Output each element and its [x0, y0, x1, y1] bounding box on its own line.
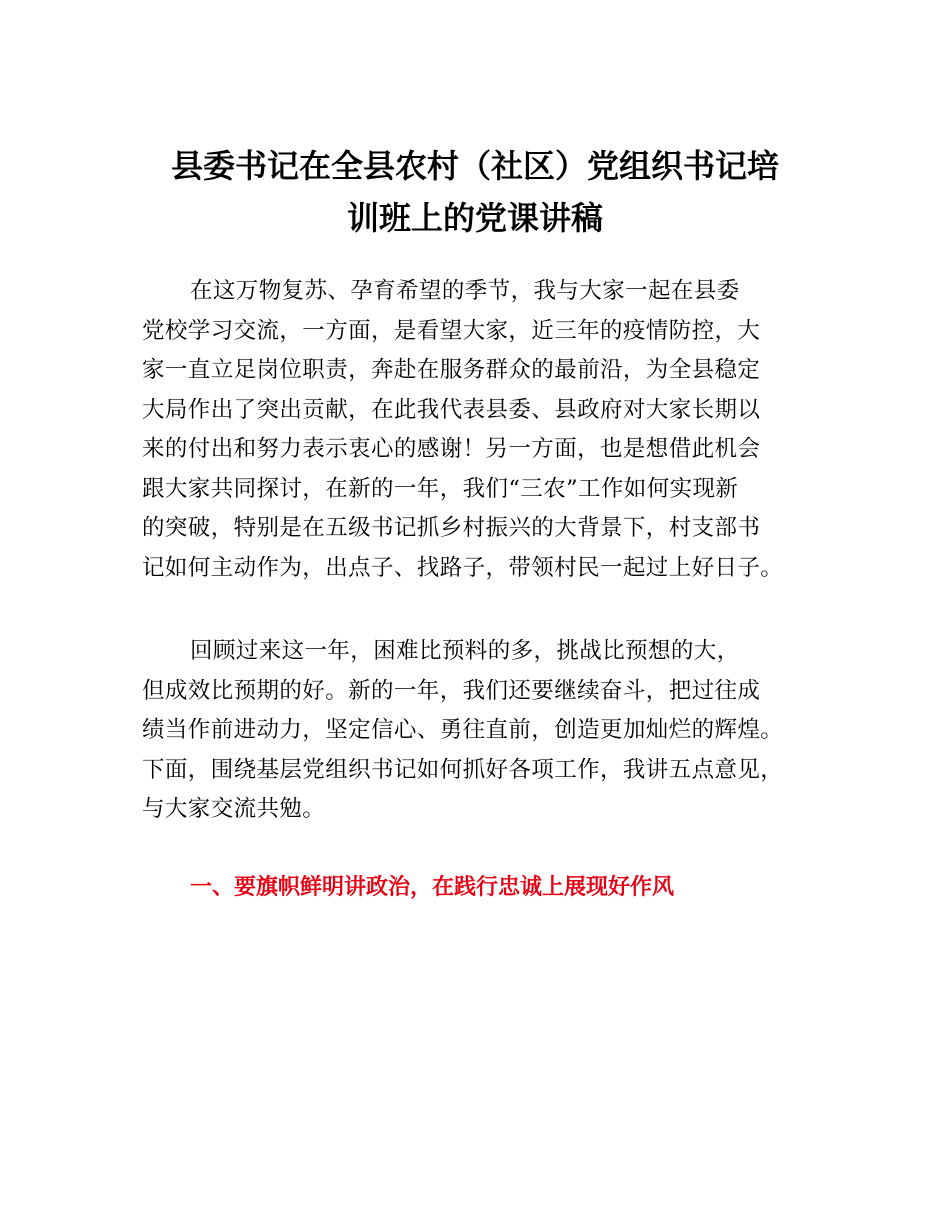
paragraph-2-line-2: 但成效比预期的好。新的一年，我们还要继续奋斗，把过往成	[142, 677, 761, 704]
paragraph-1-line-8: 记如何主动作为，出点子、找路子，带领村民一起过上好日子。	[142, 554, 784, 581]
paragraph-2-line-5: 与大家交流共勉。	[142, 796, 326, 822]
paragraph-2-line-4: 下面，围绕基层党组织书记如何抓好各项工作，我讲五点意见，	[142, 756, 784, 783]
paragraph-1-line-3: 家一直立足岗位职责，奔赴在服务群众的最前沿，为全县稳定	[142, 357, 761, 383]
paragraph-1-line-2: 党校学习交流，一方面，是看望大家，近三年的疫情防控，大	[142, 317, 761, 344]
paragraph-2-line-3: 绩当作前进动力，坚定信心、勇往直前，创造更加灿烂的辉煌。	[142, 717, 784, 743]
paragraph-1-line-4: 大局作出了突出贡献，在此我代表县委、县政府对大家长期以	[142, 396, 761, 423]
section-heading-1: 一、要旗帜鲜明讲政治，在践行忠诚上展现好作风	[190, 875, 675, 900]
paragraph-1-line-5: 来的付出和努力表示衷心的感谢！另一方面，也是想借此机会	[142, 436, 761, 462]
title-line-2: 训班上的党课讲稿	[346, 199, 603, 237]
paragraph-2	[142, 632, 810, 830]
paragraph-1-line-1: 在这万物复苏、孕育希望的季节，我与大家一起在县委	[190, 278, 740, 304]
title-line-1: 县委书记在全县农村（社区）党组织书记培	[170, 147, 779, 185]
paragraph-1	[142, 272, 810, 588]
paragraph-1-line-7: 的突破，特别是在五级书记抓乡村振兴的大背景下，村支部书	[142, 515, 761, 541]
paragraph-2-line-1: 回顾过来这一年，困难比预料的多，挑战比预想的大，	[190, 638, 740, 664]
paragraph-1-line-6: 跟大家共同探讨，在新的一年，我们“三农”工作如何实现新	[142, 475, 739, 502]
document-title	[140, 140, 810, 244]
